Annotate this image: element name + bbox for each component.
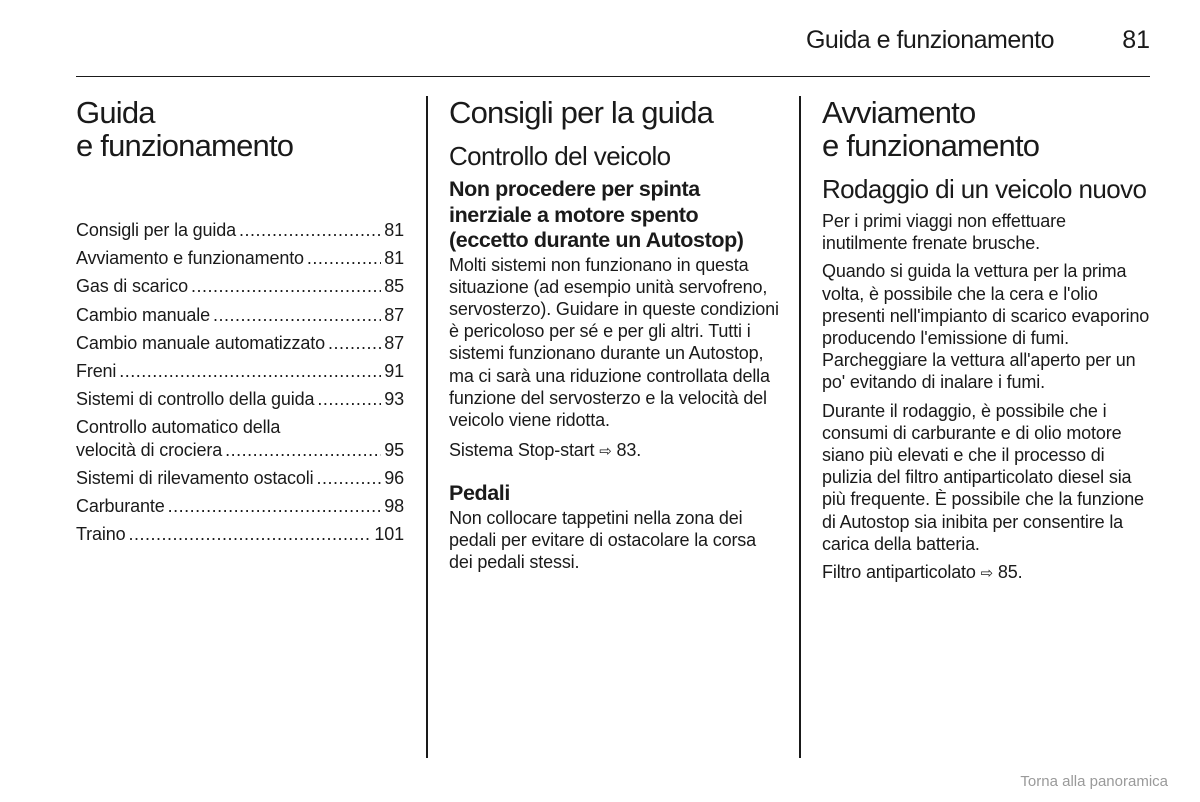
toc-item[interactable] [76,304,404,326]
topic-paragraph: Non collocare tappetini nella zona dei pedali per evitare di ostacolare la corsa dei pedali stessi. [449,507,757,573]
toc-label: Controllo automatico della [76,417,281,438]
toc-leader [316,467,381,489]
toc-leader [119,360,381,382]
toc-item[interactable] [76,388,404,410]
reference-label: Filtro antiparticolato [822,562,976,583]
section-heading: Avviamento e funzionamento [822,95,1040,163]
topic-paragraph: Quando si guida la vettura per la prima volta, è possibile che la cera e l'olio presenti nell'impianto di scarico evaporino producendo l'emissione di fumi. Parcheggiare la vettura all'aperto per un po' evitando di inalare i fumi. [822,261,1150,393]
page-number: 81 [1122,26,1150,54]
toc-item[interactable] [76,275,404,297]
toc-leader [239,219,381,241]
toc-item[interactable] [76,523,404,545]
topic-paragraph: Durante il rodaggio, è possibile che i consumi di carburante e di olio motore siano più elevati e che il processo di pulizia del filtro antiparticolato diesel sia più frequente. È possibile che la funzione di Autostop sia inibita per consentire la carica della batteria. [822,400,1144,554]
toc-page: 98 [384,496,404,517]
chapter-title: Guida e funzionamento [76,95,294,163]
table-of-contents [76,219,404,551]
toc-item[interactable] [76,416,404,460]
toc-page: 87 [384,304,404,325]
topic-title: Non procedere per spinta inerziale a motore spento (eccetto durante un Autostop) [449,177,744,252]
toc-label: Freni [76,361,117,382]
toc-label: Avviamento e funzionamento [76,248,304,269]
toc-leader [225,439,381,461]
toc-page: 95 [384,439,404,460]
toc-page: 96 [384,467,404,488]
topic-paragraph: Per i primi viaggi non effettuare inutilmente frenate brusche. [822,211,1066,254]
reference-page: 83. [616,440,642,461]
toc-label: Cambio manuale automatizzato [76,332,325,353]
toc-leader [307,247,381,269]
toc-page: 81 [384,220,404,240]
toc-label: Gas di scarico [76,276,188,297]
toc-label: Carburante [76,496,165,517]
toc-label: Traino [76,524,126,545]
section-subheading: Rodaggio di un veicolo nuovo [822,174,1147,204]
cross-reference[interactable] [822,561,1152,585]
topic-title: Pedali [449,481,510,506]
toc-label: Consigli per la guida [76,220,236,240]
toc-leader [128,523,371,545]
section-heading: Consigli per la guida [449,95,714,130]
toc-item[interactable] [76,247,404,269]
toc-item[interactable] [76,332,404,354]
toc-leader [191,275,381,297]
toc-line [76,439,404,461]
toc-leader [213,304,381,326]
topic-paragraph: Molti sistemi non funzionano in questa situazione (ad esempio unità servofreno, servosterzo). Guidare in queste condizioni è pericoloso per sé e per gli altri. Tutti i sistemi funzionano durante un Autostop, ma ci sarà una riduzione controllata della funzione del servosterzo e la velocità del veicolo viene ridotta. [449,254,779,430]
toc-label: velocità di crociera [76,439,223,460]
toc-item[interactable] [76,495,404,517]
driving-tips-column [449,96,779,581]
toc-label: Sistemi di rilevamento ostacoli [76,467,314,488]
section-subheading: Controllo del veicolo [449,141,671,171]
arrow-right-icon: ⇨ [980,565,994,583]
back-to-overview-link[interactable]: Torna alla panoramica [1020,773,1168,790]
toc-leader [328,332,381,354]
toc-item[interactable] [76,467,404,489]
toc-page: 87 [384,332,404,353]
toc-page: 85 [384,276,404,297]
toc-page: 91 [384,361,404,382]
toc-page: 81 [384,248,404,269]
chapter-column [76,95,404,545]
toc-item[interactable] [76,360,404,382]
toc-item[interactable] [76,219,404,241]
column-divider [799,96,801,758]
toc-page: 101 [374,524,404,545]
column-divider [426,96,428,758]
arrow-right-icon: ⇨ [599,443,612,461]
cross-reference[interactable] [449,439,779,463]
header-title: Guida e funzionamento [805,26,1054,54]
toc-page: 93 [384,389,404,410]
reference-page: 85. [997,562,1023,583]
page-header [76,24,1150,77]
toc-leader [317,388,381,410]
toc-label: Cambio manuale [76,304,210,325]
startup-column [822,96,1152,593]
reference-label: Sistema Stop-start [449,440,595,461]
toc-leader [168,495,382,517]
toc-label: Sistemi di controllo della guida [76,389,315,410]
